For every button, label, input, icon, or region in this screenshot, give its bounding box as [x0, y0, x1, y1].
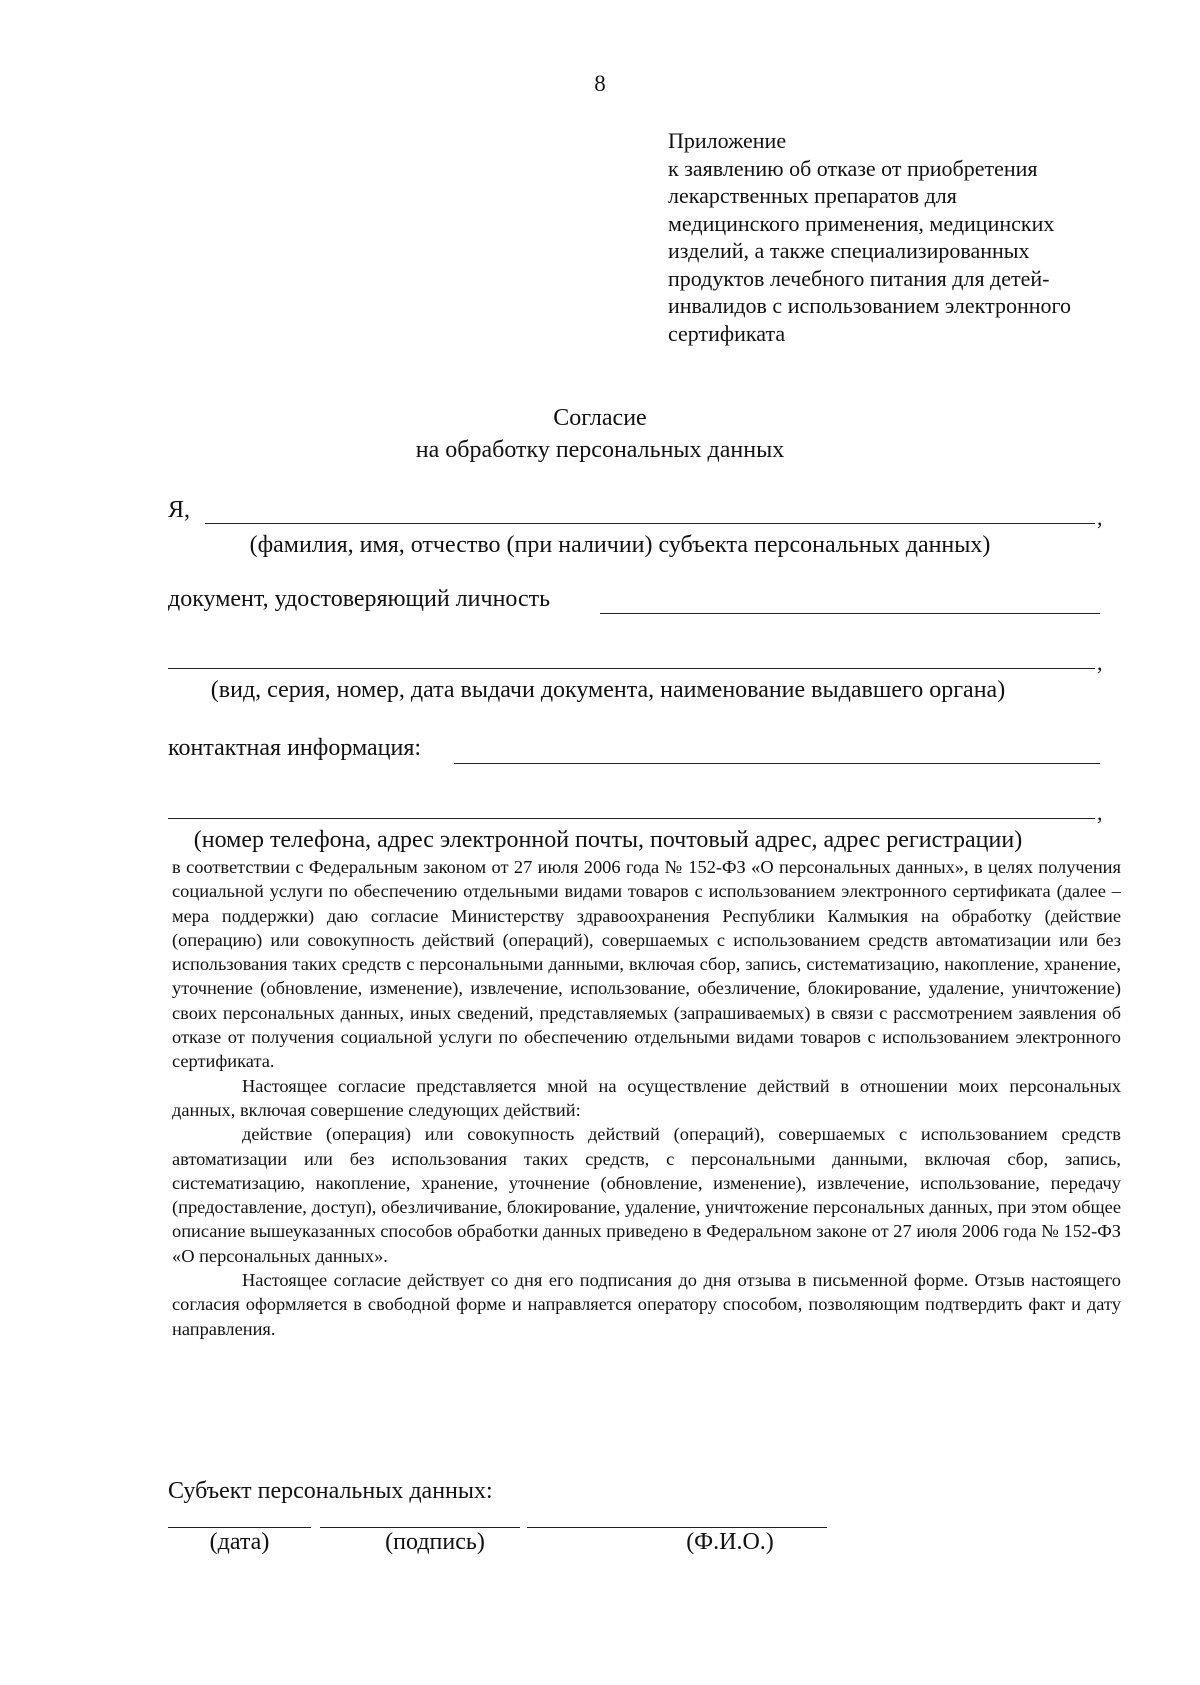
consent-paragraph-3: действие (операция) или совокупность действий (операций), совершаемых с использованием средств автоматизации или без использования таких средств, с персональными данными, включая сбор, запись, систематизацию, накопление, хранение, уточнение (обновление, изменение), извлечение, использование, передачу (предоставление, доступ), обезличивание, блокирование, удаление, уничтожение персональных данных, при этом общее описание вышеуказанных способов обработки данных приведено в Федеральном законе от 27 июля 2006 года № 152-ФЗ «О персональных данных». — [172, 1124, 1121, 1266]
signature-label: (подпись) — [385, 1529, 485, 1555]
document-label: документ, удостоверяющий личность — [168, 586, 551, 612]
document-caption: (вид, серия, номер, дата выдачи документа, наименование выдавшего органа) — [210, 677, 1006, 703]
appendix-line: инвалидов с использованием электронного — [668, 293, 1071, 318]
date-label: (дата) — [209, 1529, 270, 1555]
appendix-line: к заявлению об отказе от приобретения — [668, 155, 1038, 181]
contact-caption: (номер телефона, адрес электронной почты, почтовый адрес, адрес регистрации) — [193, 827, 1023, 853]
contact-fill-line-2[interactable] — [168, 818, 1095, 819]
appendix-line: продуктов лечебного питания для детей- — [668, 265, 1050, 291]
name-caption: (фамилия, имя, отчество (при наличии) субъекта персональных данных) — [249, 532, 991, 558]
consent-paragraph-1: в соответствии с Федеральным законом от 27 июля 2006 года № 152-ФЗ «О персональных данных», в целях получения социальной услуги по обеспечению отдельными видами товаров с использованием электронного сертификата (далее – мера поддержки) даю согласие Министерству здравоохранения Республики Калмыкия на обработку (действие (операцию) или совокупность действий (операций), совершаемых с использованием средств автоматизации или без использования таких средств с персональными данными, включая сбор, запись, систематизацию, накопление, хранение, уточнение (обновление, изменение), извлечение, использование, обезличение, блокирование, удаление, уничтожение) своих персональных данных, иных сведений, представляемых (запрашиваемых) в связи с рассмотрением заявления об отказе от получения социальной услуги по обеспечению отдельными видами товаров с использованием электронного сертификата. — [172, 857, 1121, 1072]
appendix-block — [668, 127, 1128, 347]
appendix-line: лекарственных препаратов для — [668, 183, 957, 208]
appendix-line: Приложение — [668, 128, 787, 153]
consent-paragraph-2: Настоящее согласие представляется мной на осуществление действий в отношении моих персональных данных, включая совершение следующих действий: — [172, 1075, 1121, 1120]
fio-label: (Ф.И.О.) — [686, 1529, 774, 1555]
contact-comma: , — [1097, 800, 1103, 825]
name-comma: , — [1097, 505, 1103, 530]
contact-label: контактная информация: — [168, 735, 422, 761]
document-comma: , — [1097, 650, 1103, 675]
document-fill-line-2[interactable] — [168, 668, 1095, 669]
name-prefix: Я, — [168, 497, 191, 523]
appendix-line: медицинского применения, медицинских — [668, 210, 1055, 236]
contact-fill-line[interactable] — [454, 763, 1100, 764]
document-subtitle: на обработку персональных данных — [415, 437, 785, 463]
page-number: 8 — [594, 71, 606, 96]
document-title: Согласие — [553, 405, 647, 431]
document-fill-line[interactable] — [600, 613, 1100, 614]
appendix-line: сертификата — [668, 320, 786, 346]
appendix-line: изделий, а также специализированных — [668, 238, 1030, 263]
consent-body — [172, 855, 1121, 1341]
name-fill-line[interactable] — [205, 523, 1095, 524]
consent-paragraph-4: Настоящее согласие действует со дня его подписания до дня отзыва в письменной форме. Отзыв настоящего согласия оформляется в свободной форме и направляется оператору способом, позволяющим подтвердить факт и дату направления. — [172, 1270, 1121, 1339]
signature-title: Субъект персональных данных: — [168, 1478, 493, 1504]
